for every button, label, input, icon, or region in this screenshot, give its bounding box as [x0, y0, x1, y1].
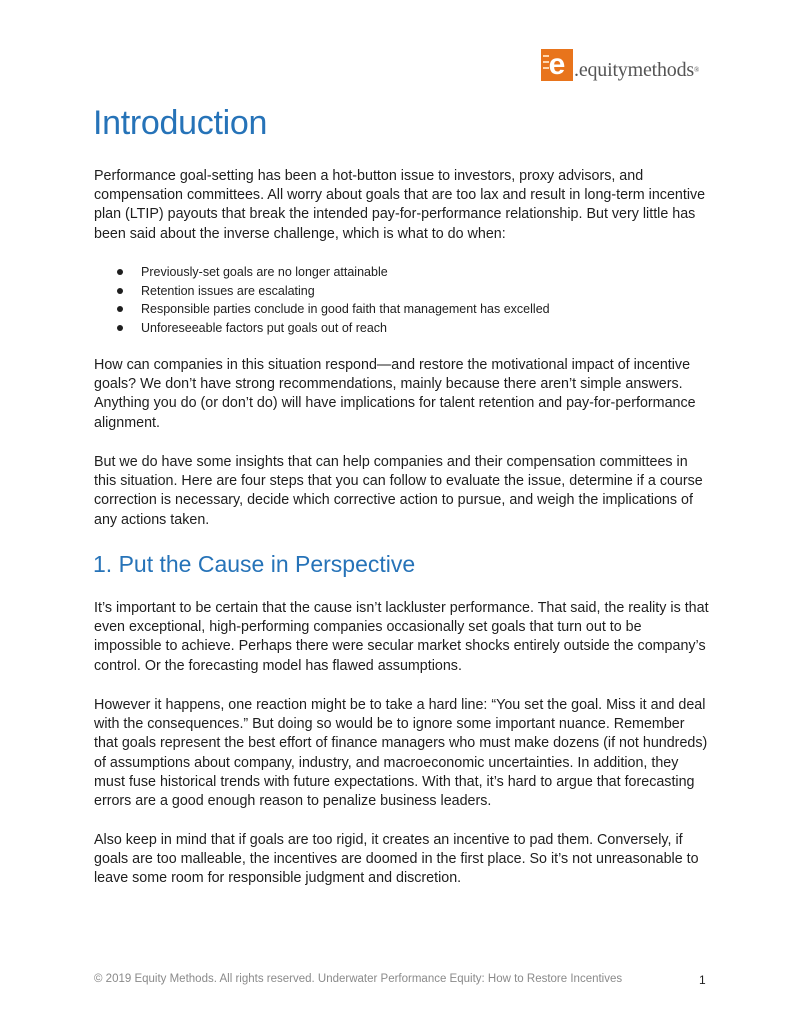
page-number: 1: [699, 973, 706, 987]
intro-paragraph-2: How can companies in this situation respond—and restore the motivational impact of incentive goals? We don’t have strong recommendations, mainly because there aren’t simple answers. Anything you do (or don’t do) will have implications for talent retention and pay-for-performance alignment.: [94, 357, 696, 431]
section-1-paragraph-3: Also keep in mind that if goals are too rigid, it creates an incentive to pad them. Conversely, if goals are too malleable, the incentives are doomed in the first place. So it’s not unreasonable to leave some room for responsible judgment and discretion.: [94, 832, 699, 887]
bullet-icon: [117, 269, 123, 275]
equity-methods-logo: [541, 45, 699, 81]
logo-mark-icon: e: [541, 49, 573, 81]
intro-paragraph-3: But we do have some insights that can help companies and their compensation committees in this situation. Here are four steps that you can follow to evaluate the issue, determine if a course correction is necessary, decide which corrective action to pursue, and weigh the implications of any actions taken.: [94, 454, 703, 528]
section-1-heading: 1. Put the Cause in Perspective: [93, 551, 416, 577]
footer-copyright: © 2019 Equity Methods. All rights reserved. Underwater Performance Equity: How to Restore Incentives: [94, 973, 623, 985]
intro-paragraph-1: Performance goal-setting has been a hot-button issue to investors, proxy advisors, and compensation committees. All worry about goals that are too lax and result in long-term incentive plan (LTIP) payouts that break the intended pay-for-performance relationship. But very little has been said about the inverse challenge, which is what to do when:: [94, 168, 706, 242]
intro-bullet-list: [94, 263, 694, 337]
list-item: Retention issues are escalating: [94, 282, 694, 301]
list-item: Responsible parties conclude in good faith that management has excelled: [94, 300, 694, 319]
bullet-icon: [117, 288, 123, 294]
section-1-paragraph-1: It’s important to be certain that the cause isn’t lackluster performance. That said, the reality is that even exceptional, high-performing companies occasionally set goals that turn out to be impossible to achieve. Perhaps there were secular market shocks entirely outside the company’s control. Or the forecasting model has flawed assumptions.: [94, 600, 709, 674]
bullet-icon: [117, 306, 123, 312]
list-item: Previously-set goals are no longer attainable: [94, 263, 694, 282]
bullet-icon: [117, 325, 123, 331]
intro-heading: Introduction: [93, 104, 268, 142]
logo-wordmark: .equitymethods®: [574, 59, 700, 81]
list-item: Unforeseeable factors put goals out of reach: [94, 319, 694, 338]
section-1-paragraph-2: However it happens, one reaction might be to take a hard line: “You set the goal. Miss it and deal with the consequences.” But doing so would be to ignore some important nuance. Remember that goals represent the best effort of finance managers who must make dozens (if not hundreds) of assumptions about company, industry, and macroeconomic uncertainties. In addition, they must fuse historical trends with future expectations. With that, it’s hard to argue that forecasting errors are a good enough reason to penalize business leaders.: [94, 697, 708, 810]
